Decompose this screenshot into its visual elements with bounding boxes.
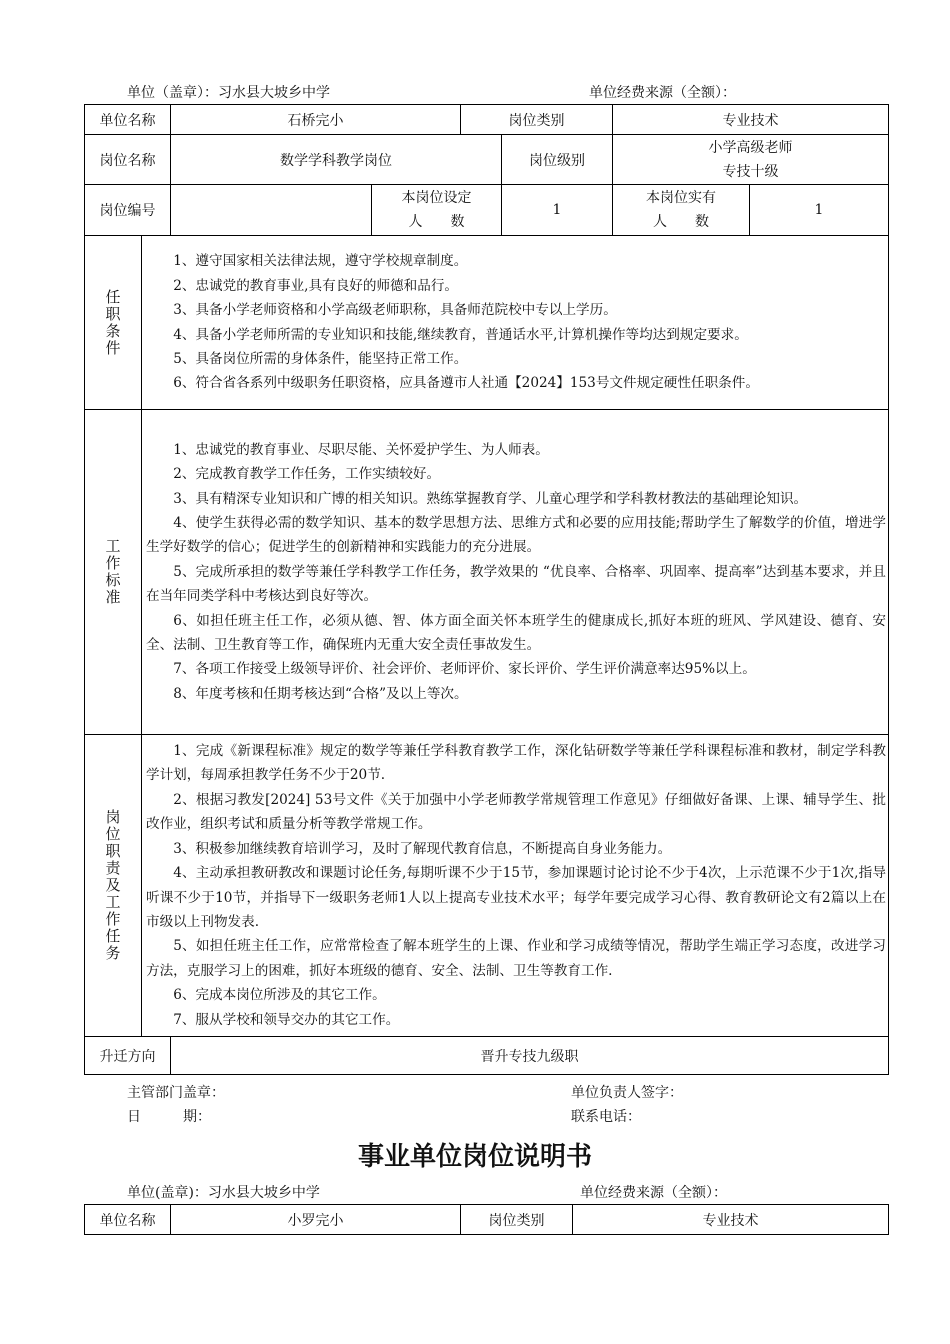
funding-source-line: 单位经费来源（全额）： — [589, 85, 736, 101]
standard-item: 3、具有精深专业知识和广博的相关知识。熟练掌握教育学、儿童心理学和学科教材教法的基础理论知识。 — [173, 490, 808, 507]
label-actual-count-line1: 本岗位实有 — [646, 190, 716, 206]
post-description-table-2 — [84, 1204, 889, 1235]
label-set-count-line1: 本岗位设定 — [401, 190, 472, 206]
label-qualifications-text: 任职条件 — [105, 287, 121, 357]
post-category-value: 专业技术 — [613, 105, 889, 135]
unit-seal-line: 单位（盖章）：习水县大坡乡中学 — [127, 85, 330, 101]
qualification-item: 1、遵守国家相关法律法规，遵守学校规章制度。 — [173, 253, 468, 270]
label-post-level: 岗位级别 — [502, 135, 613, 185]
standard-item: 1、忠诚党的教育事业、尽职尽能、关怀爱护学生、为人师表。 — [173, 441, 549, 458]
row-unit-2 — [85, 1205, 889, 1235]
unit-name-value: 石桥完小 — [171, 105, 461, 135]
standard-item: 4、使学生获得必需的数学知识、基本的数学思想方法、思维方式和必要的应用技能;帮助学生了解数学的价值，增进学生学好数学的信心；促进学生的创新精神和实践能力的充分进展。 — [146, 514, 886, 556]
label-set-count — [372, 185, 502, 236]
label-promotion: 升迁方向 — [85, 1037, 171, 1075]
post-level-value — [613, 135, 889, 185]
post-category-value-2: 专业技术 — [573, 1205, 889, 1235]
label-post-category-2: 岗位类别 — [461, 1205, 573, 1235]
standard-item: 5、完成所承担的数学等兼任学科教学工作任务，教学效果的 “优良率、合格率、巩固率、提高率”达到基本要求，并且在当年同类学科中考核达到良好等次。 — [146, 563, 886, 605]
post-level-line2: 专技十级 — [722, 163, 779, 180]
set-count-value: 1 — [502, 185, 613, 236]
phone-line: 联系电话： — [571, 1109, 641, 1125]
label-post-category: 岗位类别 — [461, 105, 613, 135]
duties-body — [142, 735, 889, 1037]
standard-item: 2、完成教育教学工作任务，工作实绩较好。 — [173, 466, 441, 483]
post-level-line1: 小学高级老师 — [708, 139, 793, 156]
dept-seal-line: 主管部门盖章： — [127, 1085, 225, 1101]
qualifications-body — [142, 236, 889, 410]
duty-item: 7、服从学校和领导交办的其它工作。 — [173, 1011, 400, 1028]
label-qualifications — [85, 236, 142, 410]
label-duties — [85, 735, 142, 1037]
label-post-code: 岗位编号 — [85, 185, 171, 236]
duty-item: 2、根据习教发[2024] 53号文件《关于加强中小学老师教学常规管理工作意见》仔细做好备课、上课、辅导学生、批改作业，组织考试和质量分析等教学常规工作。 — [146, 791, 886, 833]
standard-item: 6、如担任班主任工作，必须从德、智、体方面全面关怀本班学生的健康成长,抓好本班的班风、学风建设、德育、安全、法制、卫生教育等工作，确保班内无重大安全责任事故发生。 — [146, 612, 886, 654]
unit-name-value-2: 小罗完小 — [171, 1205, 461, 1235]
row-promotion — [85, 1037, 889, 1075]
standard-item: 8、年度考核和任期考核达到“合格”及以上等次。 — [173, 685, 468, 702]
label-unit-name: 单位名称 — [85, 105, 171, 135]
work-standards-body — [142, 410, 889, 735]
row-work-standards — [85, 410, 889, 735]
label-actual-count-line2: 人 数 — [653, 214, 709, 230]
duty-item: 4、主动承担教研教改和课题讨论任务,每期听课不少于15节，参加课题讨论讨论不少于4次，上示范课不少于1次,指导听课不少于10节，并指导下一级职务老师1人以上提高专业技术水平；每学年要完成学习心得、教育教研论文有2篇以上在市级以上刊物发表. — [146, 865, 886, 930]
label-duties-text: 岗位职责及工作任务 — [105, 808, 121, 962]
post-code-value — [171, 185, 372, 236]
label-work-standards — [85, 410, 142, 735]
label-work-standards-text: 工作标准 — [105, 537, 121, 606]
qualification-item: 2、忠诚党的教育事业,具有良好的师德和品行。 — [173, 277, 459, 294]
row-post-code — [85, 185, 889, 236]
label-actual-count — [613, 185, 750, 236]
duty-item: 5、如担任班主任工作，应常常检查了解本班学生的上课、作业和学习成绩等情况，帮助学生端正学习态度，改进学习方法，克服学习上的困难，抓好本班级的德育、安全、法制、卫生等教育工作. — [146, 938, 886, 979]
duty-item: 1、完成《新课程标准》规定的数学等兼任学科教育教学工作，深化钻研数学等兼任学科课程标准和教材，制定学科教学计划，每周承担教学任务不少于20节. — [146, 743, 886, 784]
post-name-value: 数学学科教学岗位 — [171, 135, 502, 185]
funding-source-line-2: 单位经费来源（全额）： — [580, 1185, 727, 1201]
qualification-item: 3、具备小学老师资格和小学高级老师职称，具备师范院校中专以上学历。 — [173, 302, 617, 319]
label-set-count-line2: 人 数 — [408, 214, 465, 230]
row-qualifications — [85, 236, 889, 410]
label-post-name: 岗位名称 — [85, 135, 171, 185]
unit-seal-line-2: 单位(盖章)：习水县大坡乡中学 — [127, 1185, 320, 1201]
qualification-item: 4、具备小学老师所需的专业知识和技能,继续教育，普通话水平,计算机操作等均达到规定要求。 — [173, 326, 748, 343]
qualification-item: 5、具备岗位所需的身体条件，能坚持正常工作。 — [173, 350, 468, 367]
signer-line: 单位负责人签字： — [571, 1085, 683, 1101]
standard-item: 7、各项工作接受上级领导评价、社会评价、老师评价、家长评价、学生评价满意率达95%以上。 — [173, 661, 756, 678]
page-title: 事业单位岗位说明书 — [357, 1142, 592, 1172]
label-unit-name-2: 单位名称 — [85, 1205, 171, 1235]
date-line: 日 期： — [127, 1109, 211, 1125]
row-post-name — [85, 135, 889, 185]
post-description-table — [84, 104, 889, 1075]
promotion-value: 晋升专技九级职 — [171, 1037, 889, 1075]
qualification-item: 6、符合省各系列中级职务任职资格，应具备遵市人社通【2024】153号文件规定硬性任职条件。 — [173, 375, 759, 392]
actual-count-value: 1 — [750, 185, 889, 236]
duty-item: 3、积极参加继续教育培训学习，及时了解现代教育信息，不断提高自身业务能力。 — [173, 840, 672, 857]
duty-item: 6、完成本岗位所涉及的其它工作。 — [173, 987, 386, 1004]
row-unit — [85, 105, 889, 135]
row-duties — [85, 735, 889, 1037]
